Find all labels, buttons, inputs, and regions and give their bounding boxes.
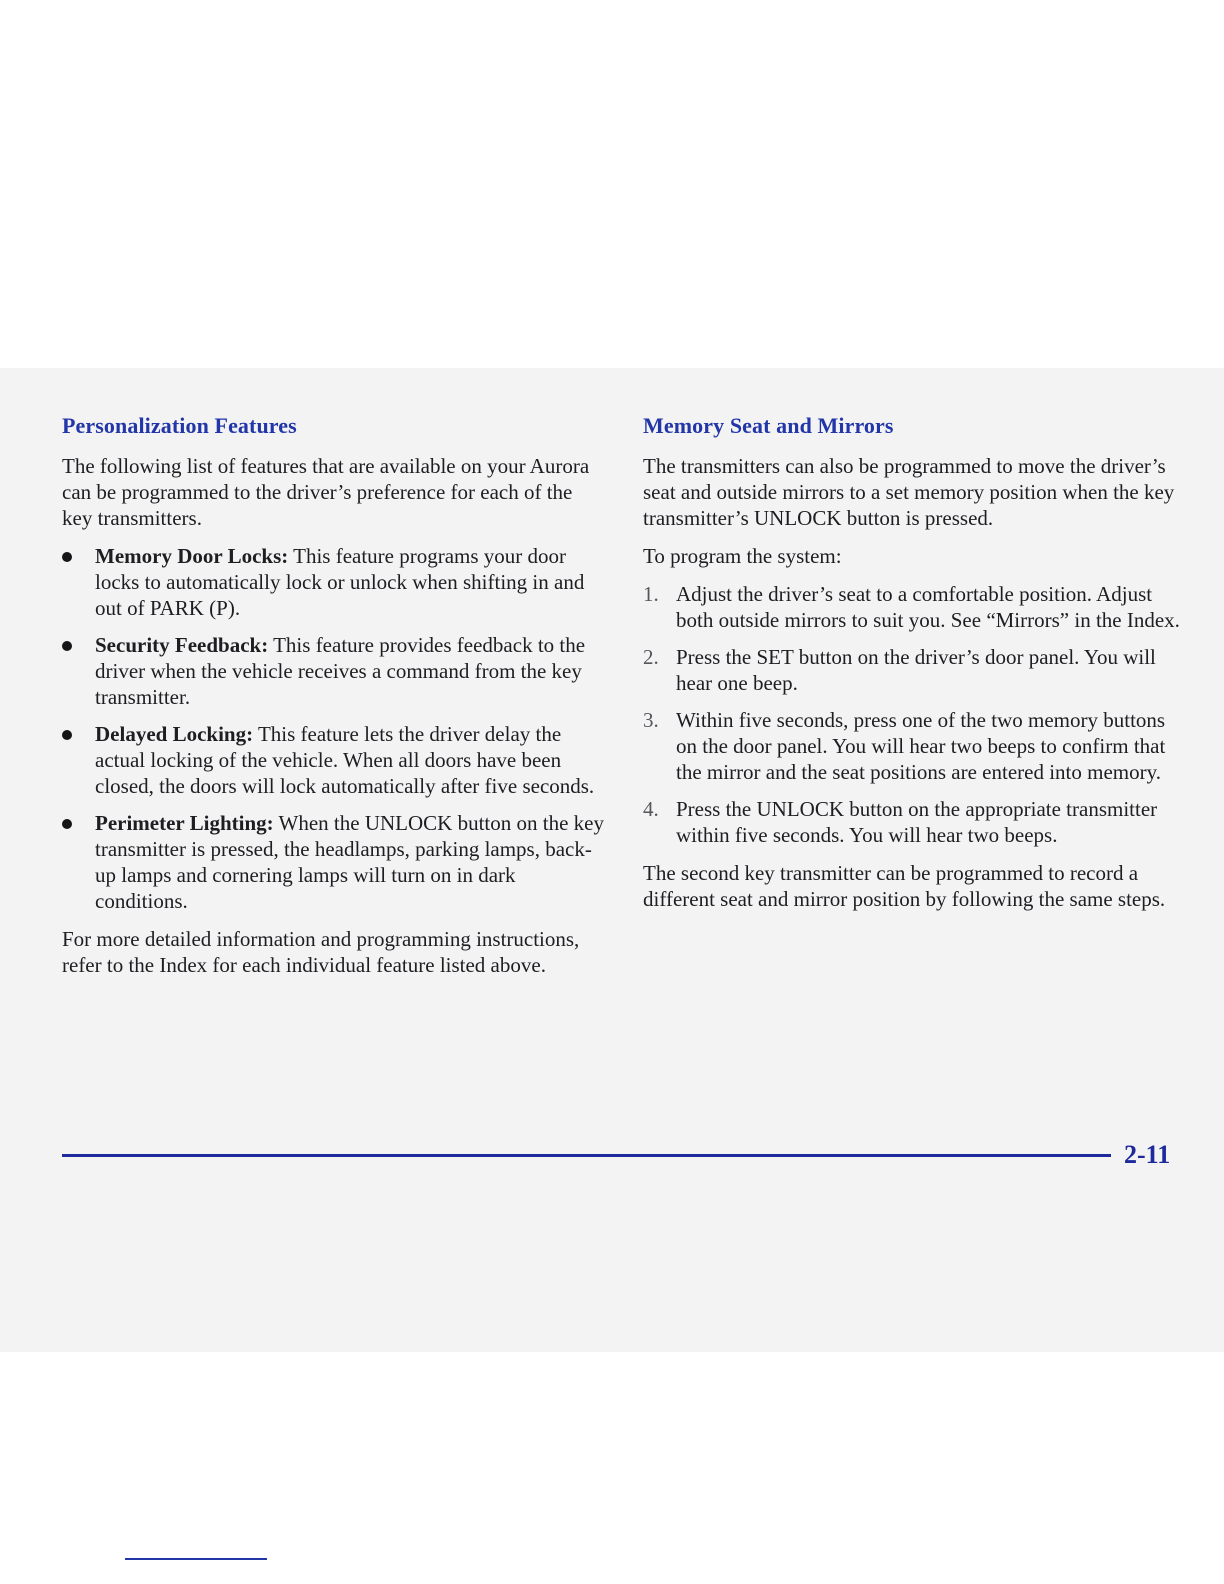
feature-text: This feature provides feedback to the driver when the vehicle receives a command from the key transmitter. xyxy=(95,633,586,709)
page-number: 2-11 xyxy=(1124,1140,1171,1169)
section-heading-memory-seat: Memory Seat and Mirrors xyxy=(643,413,894,438)
feature-list xyxy=(62,543,607,914)
bottom-divider xyxy=(125,1558,267,1560)
step-number: 1. xyxy=(643,582,659,606)
feature-term: Delayed Locking: xyxy=(95,722,254,746)
feature-term: Memory Door Locks: xyxy=(95,544,289,568)
bullet-icon xyxy=(62,641,72,651)
intro-paragraph: The following list of features that are available on your Aurora can be programmed to the driver’s preference for each of the key transmitters. xyxy=(62,454,590,530)
list-item xyxy=(643,581,1188,633)
bullet-icon xyxy=(62,819,72,829)
list-item xyxy=(62,632,607,710)
step-text: Within five seconds, press one of the two memory buttons on the door panel. You will hear two beeps to confirm that the mirror and the seat positions are entered into memory. xyxy=(676,708,1166,784)
list-item xyxy=(62,810,607,914)
closing-paragraph: The second key transmitter can be programmed to record a different seat and mirror position by following the same steps. xyxy=(643,861,1166,911)
feature-text: This feature lets the driver delay the actual locking of the vehicle. When all doors have been closed, the doors will lock automatically after five seconds. xyxy=(95,722,595,798)
intro-paragraph: The transmitters can also be programmed to move the driver’s seat and outside mirrors to a set memory position when the key transmitter’s UNLOCK button is pressed. xyxy=(643,454,1175,530)
step-number: 4. xyxy=(643,797,659,821)
program-lead: To program the system: xyxy=(643,544,842,568)
feature-term: Perimeter Lighting: xyxy=(95,811,274,835)
list-item xyxy=(643,707,1188,785)
closing-paragraph: For more detailed information and programming instructions, refer to the Index for each individual feature listed above. xyxy=(62,927,580,977)
step-text: Press the SET button on the driver’s door panel. You will hear one beep. xyxy=(676,645,1156,695)
left-column xyxy=(62,413,607,990)
list-item xyxy=(643,796,1188,848)
bullet-icon xyxy=(62,552,72,562)
step-number: 3. xyxy=(643,708,659,732)
step-text: Adjust the driver’s seat to a comfortable position. Adjust both outside mirrors to suit you. See “Mirrors” in the Index. xyxy=(676,582,1180,632)
right-column xyxy=(643,413,1188,924)
step-text: Press the UNLOCK button on the appropriate transmitter within five seconds. You will hear two beeps. xyxy=(676,797,1158,847)
section-heading-personalization: Personalization Features xyxy=(62,413,297,438)
list-item xyxy=(643,644,1188,696)
feature-term: Security Feedback: xyxy=(95,633,269,657)
bullet-icon xyxy=(62,730,72,740)
list-item xyxy=(62,721,607,799)
footer-rule xyxy=(62,1154,1111,1157)
step-number: 2. xyxy=(643,645,659,669)
step-list xyxy=(643,581,1188,848)
list-item xyxy=(62,543,607,621)
feature-text: This feature programs your door locks to automatically lock or unlock when shifting in and out of PARK (P). xyxy=(95,544,585,620)
feature-text: When the UNLOCK button on the key transmitter is pressed, the headlamps, parking lamps, back-up lamps and cornering lamps will turn on in dark conditions. xyxy=(95,811,604,913)
